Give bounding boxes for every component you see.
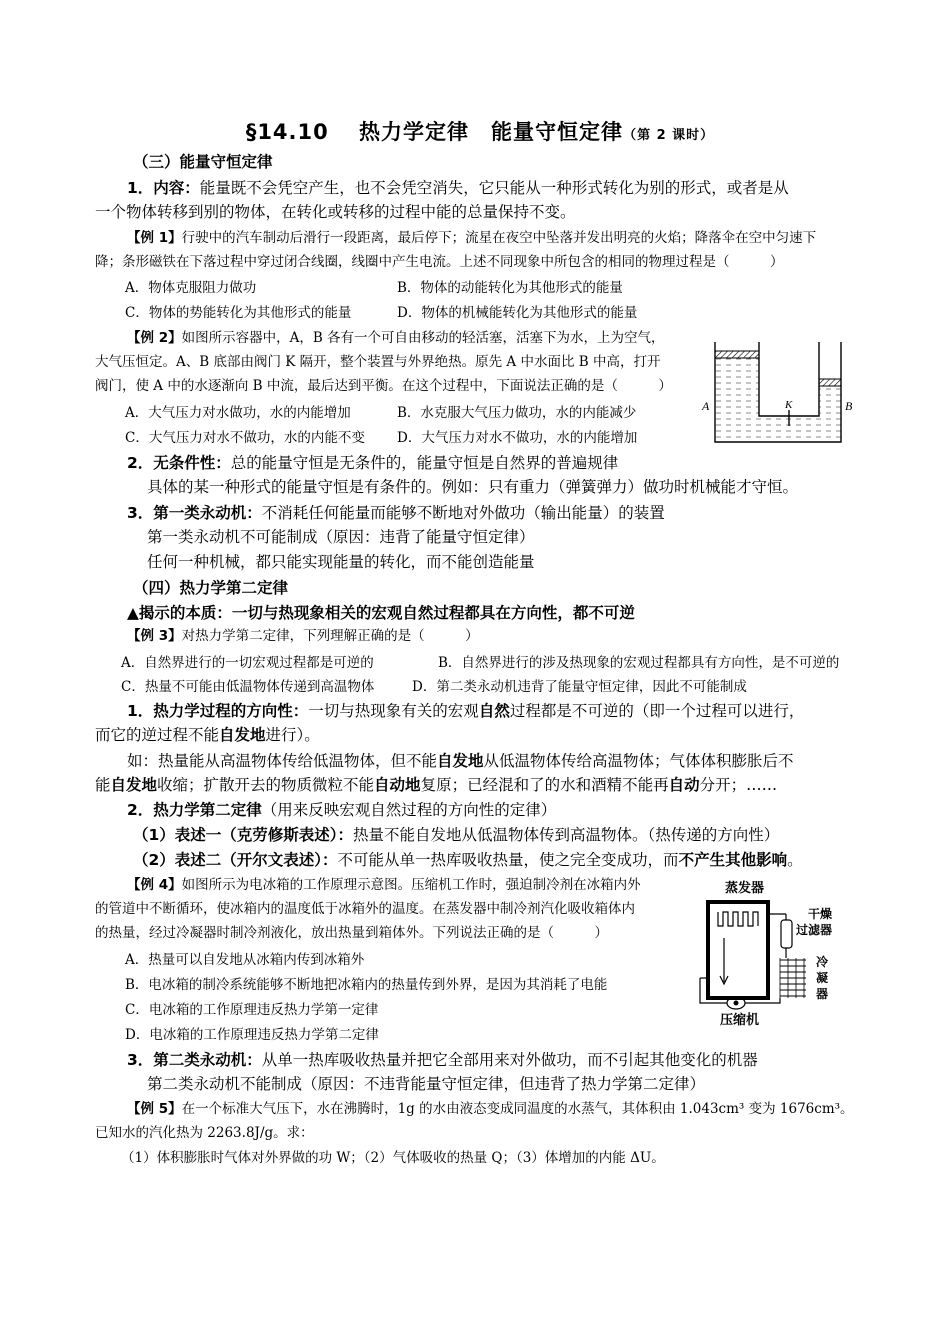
fig2-dryer-label-1: 干燥 <box>808 907 833 921</box>
fig2-condenser-label-1: 冷 <box>816 955 829 969</box>
ex2-label: 【例 2】 <box>127 330 182 346</box>
direction-line2 <box>95 723 320 747</box>
p3-text: 不消耗任何能量而能够不断地对外做功（输出能量）的装置 <box>261 504 665 522</box>
title-main: §14.10 热力学定律 能量守恒定律 <box>245 120 624 144</box>
ex3-text: 对热力学第二定律，下列理解正确的是（ ） <box>181 628 479 644</box>
second-law-label: 2．热力学第二定律 <box>127 801 262 819</box>
container-diagram <box>695 338 865 446</box>
ex3-label: 【例 3】 <box>127 628 182 644</box>
ex4 <box>127 874 641 896</box>
ex1-option-a: A．物体克服阻力做功 <box>125 280 257 296</box>
fig1-label-b: B <box>845 399 853 413</box>
ex5-line2: 已知水的汽化热为 2263.8J/g。求： <box>95 1125 314 1141</box>
example-f: 收缩；扩散开去的物质微粒不能 <box>157 776 375 794</box>
ex4-line2: 的管道中不断循环，使冰箱内的温度低于冰箱外的温度。在蒸发器中制冷剂汽化吸收箱体内 <box>95 901 635 917</box>
fig2-compressor-label: 压缩机 <box>720 1013 760 1028</box>
direction-text-b: 自然 <box>478 702 510 720</box>
ex4-line3: 的热量，经过冷凝器时制冷剂液化，放出热量到箱体外。下列说法正确的是（ ） <box>95 925 608 941</box>
p2 <box>127 451 618 475</box>
section4-heading: （四）热力学第二定律 <box>133 579 289 597</box>
p1-text: 能量既不会凭空产生，也不会凭空消失，它只能从一种形式转化为别的形式，或者是从 <box>199 179 789 197</box>
ex3 <box>127 625 479 647</box>
ex2-line3: 阀门，使 A 中的水逐渐向 B 中流，最后达到平衡。在这个过程中，下面说法正确的是（ ） <box>95 378 672 394</box>
example-c: 从低温物体传给高温物体；气体体积膨胀后不 <box>483 752 794 770</box>
ex4-option-d: D．电冰箱的工作原理违反热力学第二定律 <box>125 1027 379 1043</box>
example-b: 自发地 <box>437 752 484 770</box>
second-law-para <box>127 798 556 822</box>
ex1-line2: 降；条形磁铁在下落过程中穿过闭合线圈，线圈中产生电流。上述不同现象中所包含的相同的物理过程是（ ） <box>95 254 784 270</box>
ex2-line2: 大气压恒定。A、B 底部由阀门 K 隔开，整个装置与外界绝热。原先 A 中水面比 B 中高，打开 <box>95 354 661 370</box>
ex5-line3: （1）体积膨胀时气体对外界做的功 W；（2）气体吸收的热量 Q；（3）体增加的内能 ΔU。 <box>121 1150 665 1166</box>
ex1-option-c: C．物体的势能转化为其他形式的能量 <box>125 305 352 321</box>
ex4-option-b: B．电冰箱的制冷系统能够不断地把冰箱内的热量传到外界，是因为其消耗了电能 <box>125 977 608 993</box>
second-kind-text: 从单一热库吸收热量并把它全部用来对外做功，而不引起其他变化的机器 <box>261 1051 758 1069</box>
ex5 <box>127 1098 854 1120</box>
p3 <box>127 501 665 525</box>
example-para <box>127 749 794 773</box>
direction-para <box>127 699 804 723</box>
ex3-option-a: A．自然界进行的一切宏观过程都是可逆的 <box>121 655 374 671</box>
ex4-text: 如图所示为电冰箱的工作原理示意图。压缩机工作时，强迫制冷剂在冰箱内外 <box>181 877 641 893</box>
ex1-label: 【例 1】 <box>127 230 182 246</box>
p1-line2: 一个物体转移到别的物体，在转化或转移的过程中能的总量保持不变。 <box>95 203 576 221</box>
kelvin-label: （2）表述二（开尔文表述）： <box>133 851 338 869</box>
direction-text-d: 而它的逆过程不能 <box>95 726 220 744</box>
second-kind-label: 3．第二类永动机： <box>127 1051 262 1069</box>
kelvin-end: 。 <box>787 851 803 869</box>
ex1-option-b: B．物体的动能转化为其他形式的能量 <box>397 280 623 296</box>
ex2-option-a: A．大气压力对水做功，水的内能增加 <box>125 405 351 421</box>
ex3-option-d: D．第二类永动机违背了能量守恒定律，因此不可能制成 <box>412 679 747 695</box>
example-i: 自动 <box>668 776 700 794</box>
title-sub: （第 2 课时） <box>623 128 715 143</box>
kelvin-text: 不可能从单一热库吸收热量，使之完全变成功，而 <box>337 851 679 869</box>
ex2-option-b: B．水克服大气压力做功，水的内能减少 <box>397 405 637 421</box>
direction-text-f: 进行）。 <box>265 726 320 744</box>
ex1 <box>127 227 816 249</box>
ex1-option-d: D．物体的机械能转化为其他形式的能量 <box>397 305 638 321</box>
clausius-text: 热量不能自发地从低温物体传到高温物体。（热传递的方向性） <box>353 826 780 844</box>
section3-heading: （三）能量守恒定律 <box>133 153 273 171</box>
example-a: 如：热量能从高温物体传给低温物体，但不能 <box>127 752 438 770</box>
page-title <box>95 116 865 146</box>
ex5-label: 【例 5】 <box>127 1101 182 1117</box>
second-kind-para <box>127 1048 758 1072</box>
ex5-text: 在一个标准大气压下，水在沸腾时，1g 的水由液态变成同温度的水蒸气，其体积由 1.043cm³ 变为 1676cm³。 <box>181 1101 854 1117</box>
example-j: 分开；…… <box>699 776 778 794</box>
p3-line2: 第一类永动机不可能制成（原因：违背了能量守恒定律） <box>147 528 535 546</box>
fig2-dryer-label-2: 过滤器 <box>796 923 833 937</box>
essence-statement: ▲揭示的本质：一切与热现象相关的宏观自然过程都具在方向性，都不可逆 <box>127 604 635 622</box>
ex3-option-b: B．自然界进行的涉及热现象的宏观过程都具有方向性，是不可逆的 <box>438 655 840 671</box>
direction-text-c: 过程都是不可逆的（即一个过程可以进行， <box>509 702 805 720</box>
ex4-label: 【例 4】 <box>127 877 182 893</box>
ex2-option-c: C．大气压力对水不做功，水的内能不变 <box>125 430 365 446</box>
ex2-option-d: D．大气压力对水不做功，水的内能增加 <box>397 430 638 446</box>
second-kind-line2: 第二类永动机不能制成（原因：不违背能量守恒定律，但违背了热力学第二定律） <box>147 1075 706 1093</box>
p1-label: 1．内容： <box>127 179 200 197</box>
kelvin-bold: 不产生其他影响 <box>678 851 788 869</box>
example-e: 自发地 <box>110 776 158 794</box>
ex4-option-c: C．电冰箱的工作原理违反热力学第一定律 <box>125 1002 379 1018</box>
p2-line2: 具体的某一种形式的能量守恒是有条件的。例如：只有重力（弹簧弹力）做功时机械能才守恒。 <box>147 478 799 496</box>
fig2-condenser-label-3: 器 <box>816 987 829 1001</box>
ex3-option-c: C．热量不可能由低温物体传递到高温物体 <box>121 679 375 695</box>
example-h: 复原；已经混和了的水和酒精不能再 <box>420 776 669 794</box>
ex2 <box>127 327 665 349</box>
second-law-text: （用来反映宏观自然过程的方向性的定律） <box>261 801 557 819</box>
fig1-label-k: K <box>785 399 793 411</box>
direction-text-a: 一切与热现象有关的宏观 <box>308 702 479 720</box>
fig2-evaporator-label: 蒸发器 <box>725 881 765 896</box>
p3-line3: 任何一种机械，都只能实现能量的转化，而不能创造能量 <box>147 553 535 571</box>
kelvin-statement <box>133 848 803 872</box>
direction-text-e: 自发地 <box>219 726 266 744</box>
clausius-label: （1）表述一（克劳修斯表述）： <box>133 826 354 844</box>
example-line2 <box>95 773 777 797</box>
example-g: 自动地 <box>374 776 421 794</box>
p3-label: 3．第一类永动机： <box>127 504 262 522</box>
p2-text: 总的能量守恒是无条件的，能量守恒是自然界的普遍规律 <box>230 454 619 472</box>
clausius-statement <box>133 823 779 847</box>
ex4-option-a: A．热量可以自发地从冰箱内传到冰箱外 <box>125 952 365 968</box>
fig2-condenser-label-2: 凝 <box>816 971 829 985</box>
example-d: 能 <box>95 776 111 794</box>
fig1-label-a: A <box>702 399 710 413</box>
refrigerator-diagram <box>690 878 865 1028</box>
ex2-text: 如图所示容器中，A，B 各有一个可自由移动的轻活塞，活塞下为水，上为空气， <box>181 330 665 346</box>
p2-label: 2．无条件性： <box>127 454 231 472</box>
direction-label: 1．热力学过程的方向性： <box>127 702 309 720</box>
ex1-text: 行驶中的汽车制动后滑行一段距离，最后停下；流星在夜空中坠落并发出明亮的火焰；降落伞在空中匀速下 <box>181 230 817 246</box>
p1 <box>127 176 789 200</box>
